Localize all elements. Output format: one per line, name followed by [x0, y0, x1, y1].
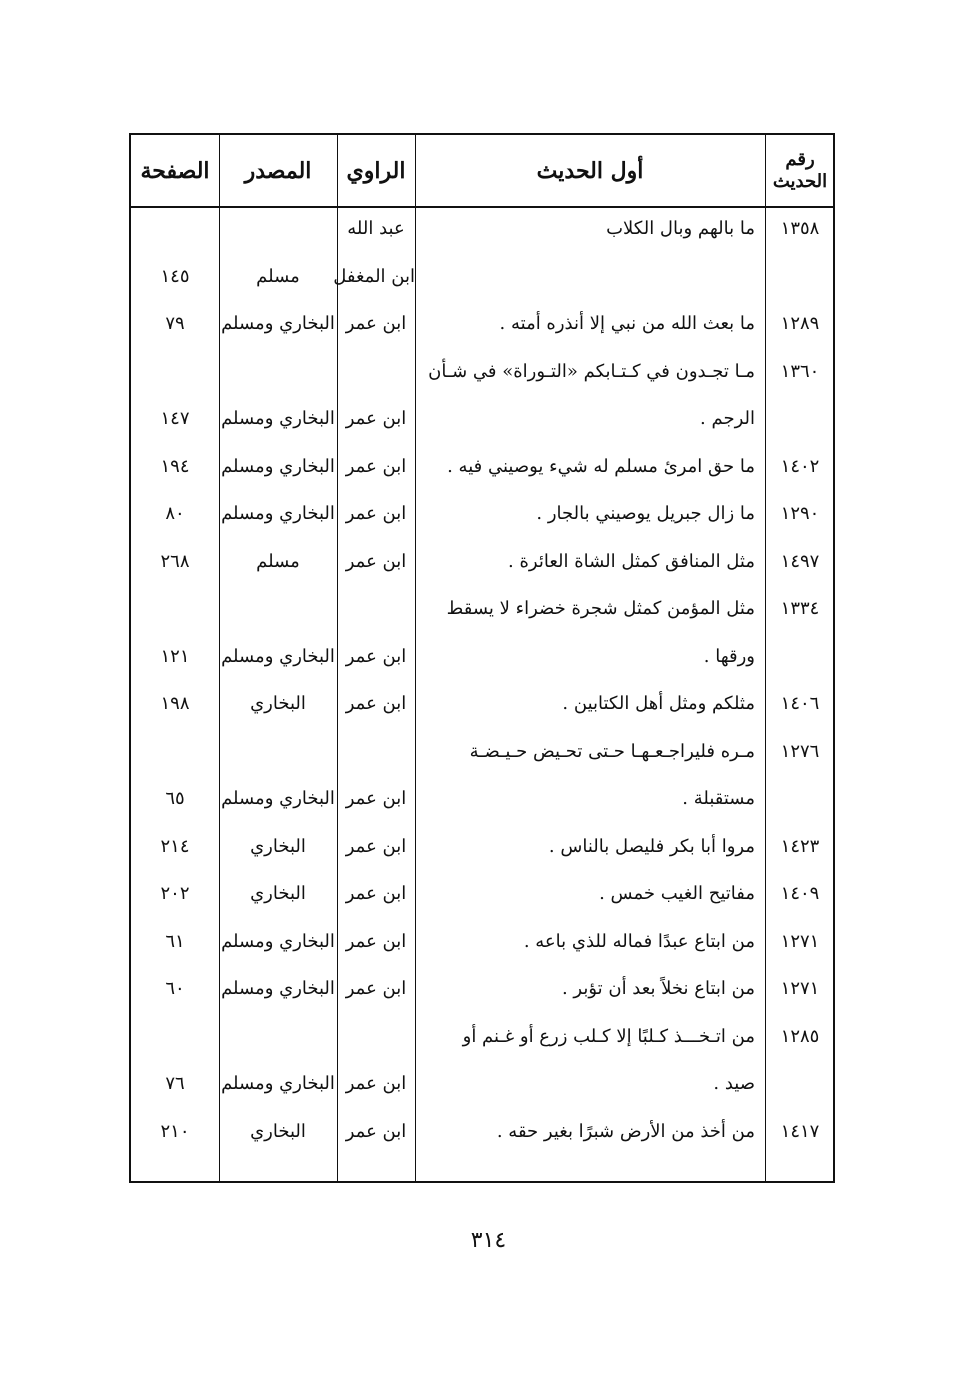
row-number: ١٤١٧: [780, 1120, 820, 1142]
narrator: ابن عمر: [345, 693, 407, 714]
row-number: ١٢٨٩: [780, 313, 820, 334]
source: البخاري ومسلم: [221, 408, 335, 429]
row-number: ١٢٩٠: [780, 503, 820, 524]
header-number-line1: رقم: [785, 148, 815, 170]
source: البخاري ومسلم: [221, 503, 335, 524]
header-source: المصدر: [244, 157, 312, 184]
row-number: ١٤٠٦: [780, 693, 820, 714]
page-ref: ٦٥: [165, 788, 185, 809]
row-number: ١٤٢٣: [780, 835, 820, 857]
narrator: ابن عمر: [345, 1073, 407, 1094]
hadith-text: ما بعث الله من نبي إلا أنذره أمته .: [499, 313, 755, 334]
hadith-text: مروا أبا بكر فليصل بالناس .: [548, 835, 755, 857]
row-number: ١٢٧١: [780, 978, 820, 999]
hadith-text: من أخذ من الأرض شبرًا بغير حقه .: [496, 1120, 755, 1142]
hadith-text: من ابتاع عبدًا فماله للذي باعه .: [523, 930, 755, 952]
source: البخاري ومسلم: [221, 455, 335, 477]
header-number-line2: الحديث: [772, 170, 828, 192]
row-number: ١٢٧١: [780, 930, 820, 952]
source: البخاري: [250, 835, 306, 857]
hadith-text: الرجم .: [700, 408, 755, 429]
narrator: ابن عمر: [345, 645, 407, 667]
narrator: ابن المغفل: [333, 265, 415, 287]
column-divider: [415, 135, 416, 1181]
page-ref: ١٤٥: [160, 265, 190, 287]
header-page: الصفحة: [140, 157, 210, 184]
page-ref: ٧٦: [165, 1073, 185, 1094]
source: البخاري ومسلم: [221, 1073, 335, 1094]
page-number: ٣١٤: [470, 1228, 507, 1253]
page-ref: ٢٠٢: [160, 883, 190, 904]
source: البخاري: [250, 693, 306, 714]
header-divider: [131, 206, 833, 208]
source: البخاري ومسلم: [221, 645, 335, 667]
hadith-text: مـا تجـدون في كـتـابكم «التـوراة» في شـأن: [428, 360, 755, 382]
header-number: [765, 135, 835, 206]
hadith-text: ما حق امرئ مسلم له شيء يوصيني فيه .: [447, 455, 755, 477]
narrator: ابن عمر: [345, 883, 407, 904]
hadith-text: مثل المؤمن كمثل شجرة خضراء لا يسقط: [446, 598, 755, 619]
narrator: ابن عمر: [345, 1120, 407, 1142]
source: البخاري: [250, 883, 306, 904]
source: البخاري ومسلم: [221, 978, 335, 999]
hadith-text: ما زال جبريل يوصيني بالجار .: [536, 503, 755, 524]
row-number: ١٤٠٩: [780, 883, 820, 904]
page-ref: ٦١: [165, 930, 185, 952]
hadith-text: من اتـخـــذ كـلبًا إلا كـلب زرع أو غـنم أو: [462, 1025, 755, 1047]
page-ref: ٢٦٨: [160, 550, 190, 572]
header-text: أول الحديث: [536, 157, 644, 184]
narrator: ابن عمر: [345, 978, 407, 999]
page-ref: ١٩٤: [160, 455, 190, 477]
page-ref: ٦٠: [165, 978, 185, 999]
page-ref: ١٢١: [160, 645, 190, 667]
hadith-index-table: [129, 133, 835, 1183]
source: البخاري: [250, 1120, 306, 1142]
row-number: ١٣٥٨: [780, 218, 820, 239]
row-number: ١٣٣٤: [780, 598, 820, 619]
page-ref: ٢١٤: [160, 835, 190, 857]
row-number: ١٣٦٠: [780, 360, 820, 382]
hadith-text: ورقها .: [703, 645, 755, 667]
hadith-text: من ابتاع نخلاً بعد أن تؤبر .: [561, 978, 755, 999]
hadith-text: صيد .: [713, 1073, 755, 1094]
narrator: ابن عمر: [345, 313, 407, 334]
row-number: ١٢٨٥: [780, 1025, 820, 1047]
source: البخاري ومسلم: [221, 930, 335, 952]
hadith-text: مثلكم ومثل أهل الكتابين .: [562, 693, 755, 714]
narrator: عبد الله: [347, 218, 405, 239]
page-ref: ٨٠: [165, 503, 185, 524]
source: مسلم: [256, 265, 300, 287]
hadith-text: مثل المنافق كمثل الشاة العائرة .: [508, 550, 755, 572]
page-ref: ٢١٠: [160, 1120, 190, 1142]
header-narrator: الراوي: [346, 157, 406, 184]
row-number: ١٢٧٦: [780, 740, 820, 762]
hadith-text: مستقبلة .: [682, 788, 755, 809]
page-ref: ١٩٨: [160, 693, 190, 714]
hadith-text: مفاتيح الغيب خمس .: [599, 883, 755, 904]
narrator: ابن عمر: [345, 788, 407, 809]
hadith-text: ما بالهم وبال الكلاب: [606, 218, 755, 239]
narrator: ابن عمر: [345, 503, 407, 524]
source: البخاري ومسلم: [221, 313, 335, 334]
source: البخاري ومسلم: [221, 788, 335, 809]
row-number: ١٤٩٧: [780, 550, 820, 572]
page-ref: ١٤٧: [160, 408, 190, 429]
page-ref: ٧٩: [165, 313, 185, 334]
narrator: ابن عمر: [345, 550, 407, 572]
narrator: ابن عمر: [345, 930, 407, 952]
narrator: ابن عمر: [345, 455, 407, 477]
source: مسلم: [256, 550, 300, 572]
narrator: ابن عمر: [345, 408, 407, 429]
hadith-text: مـره فليراجـعـهـا حـتى تحـيض حـيـضـة: [469, 740, 755, 762]
row-number: ١٤٠٢: [780, 455, 820, 477]
narrator: ابن عمر: [345, 835, 407, 857]
